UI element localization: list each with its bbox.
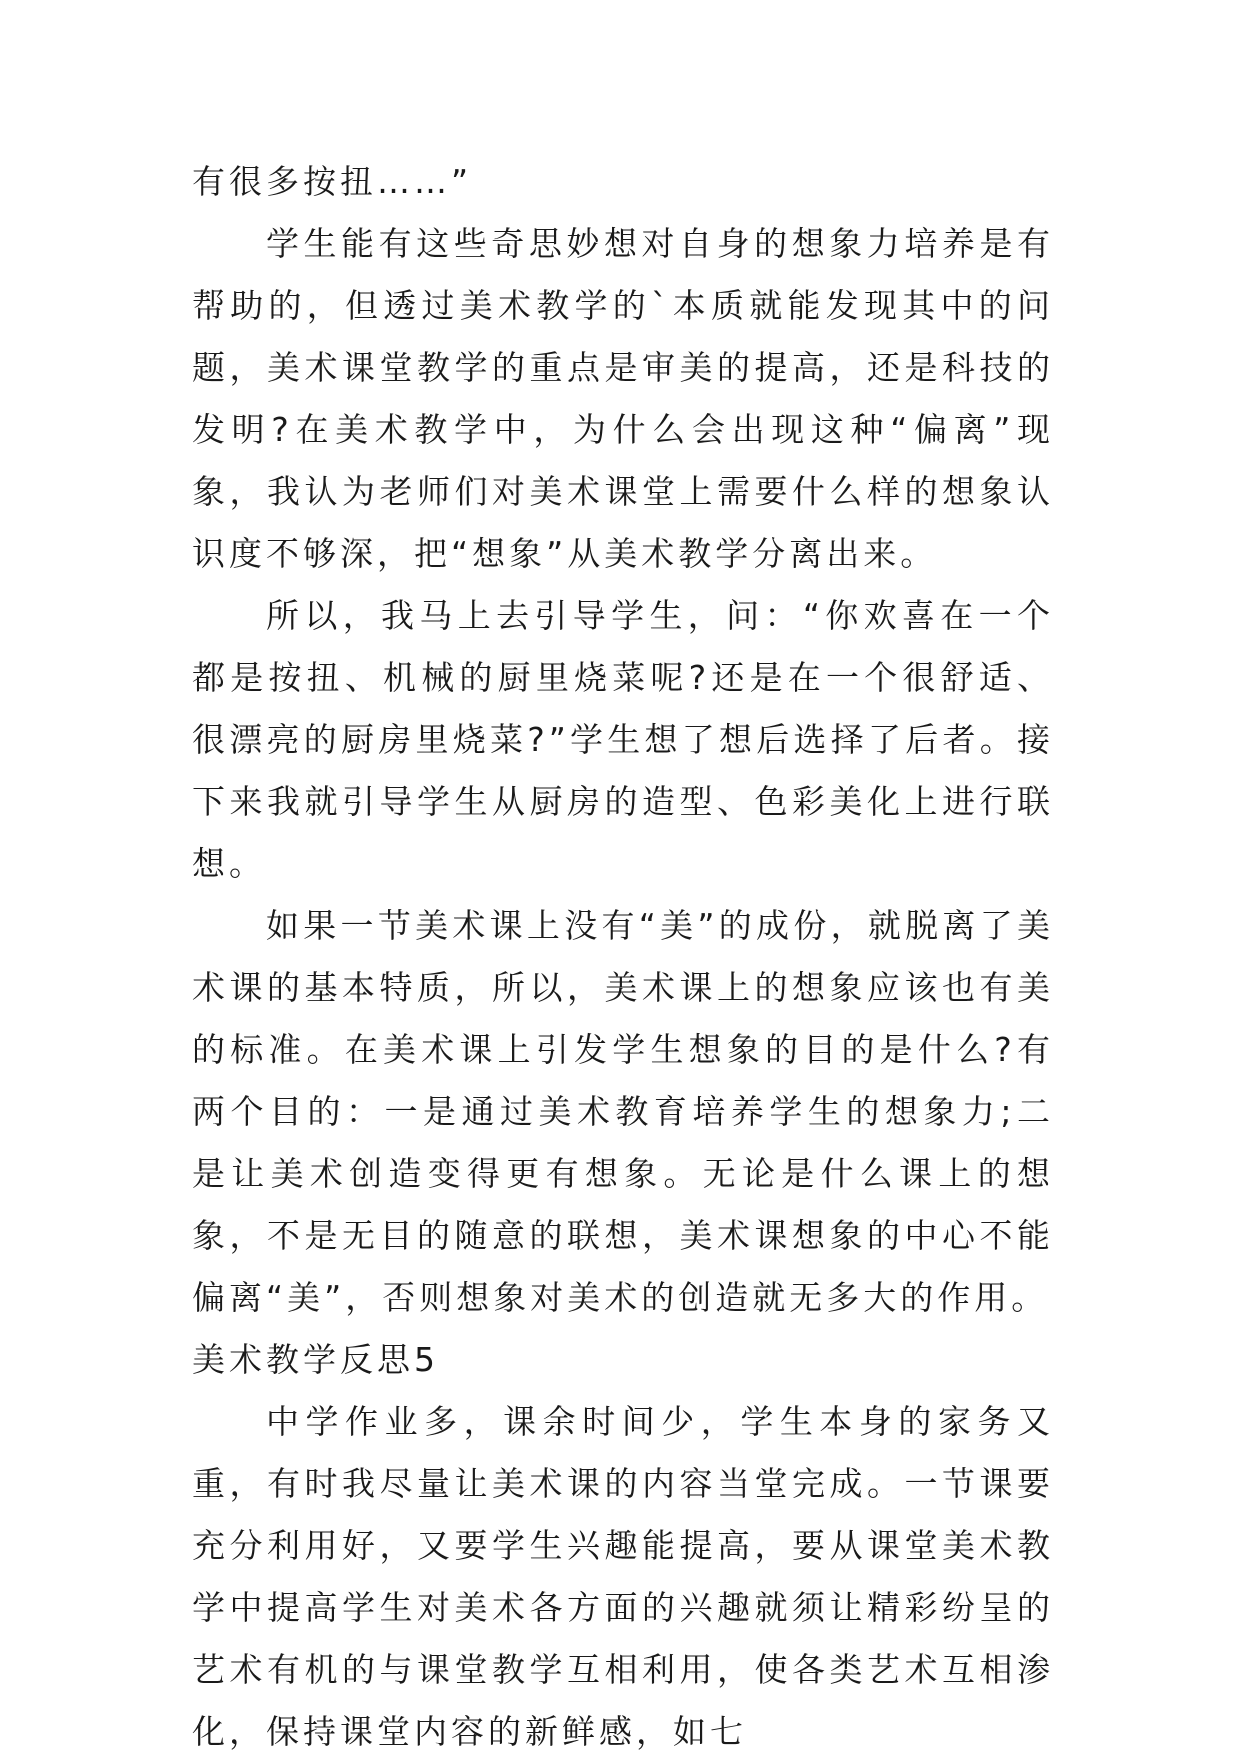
document-body bbox=[192, 151, 1054, 1763]
section-title: 美术教学反思5 bbox=[192, 1340, 439, 1379]
paragraph-continuation: 有很多按扭……” bbox=[192, 162, 473, 201]
paragraph: 如果一节美术课上没有“美”的成份，就脱离了美术课的基本特质，所以，美术课上的想象应该也有美的标准。在美术课上引发学生想象的目的是什么?有两个目的：一是通过美术教育培养学生的想象力;二是让美术创造变得更有想象。无论是什么课上的想象，不是无目的随意的联想，美术课想象的中心不能偏离“美”，否则想象对美术的创造就无多大的作用。 bbox=[192, 906, 1054, 1317]
paragraph: 中学作业多，课余时间少，学生本身的家务又重，有时我尽量让美术课的内容当堂完成。一节课要充分利用好，又要学生兴趣能提高，要从课堂美术教学中提高学生对美术各方面的兴趣就须让精彩纷呈的艺术有机的与课堂教学互相利用，使各类艺术互相渗化，保持课堂内容的新鲜感，如七 bbox=[192, 1402, 1054, 1751]
paragraph: 学生能有这些奇思妙想对自身的想象力培养是有帮助的，但透过美术教学的`本质就能发现其中的问题，美术课堂教学的重点是审美的提高，还是科技的发明?在美术教学中，为什么会出现这种“偏离”现象，我认为老师们对美术课堂上需要什么样的想象认识度不够深，把“想象”从美术教学分离出来。 bbox=[192, 224, 1054, 573]
paragraph: 所以，我马上去引导学生，问：“你欢喜在一个都是按扭、机械的厨里烧菜呢?还是在一个很舒适、很漂亮的厨房里烧菜?”学生想了想后选择了后者。接下来我就引导学生从厨房的造型、色彩美化上进行联想。 bbox=[192, 596, 1054, 883]
